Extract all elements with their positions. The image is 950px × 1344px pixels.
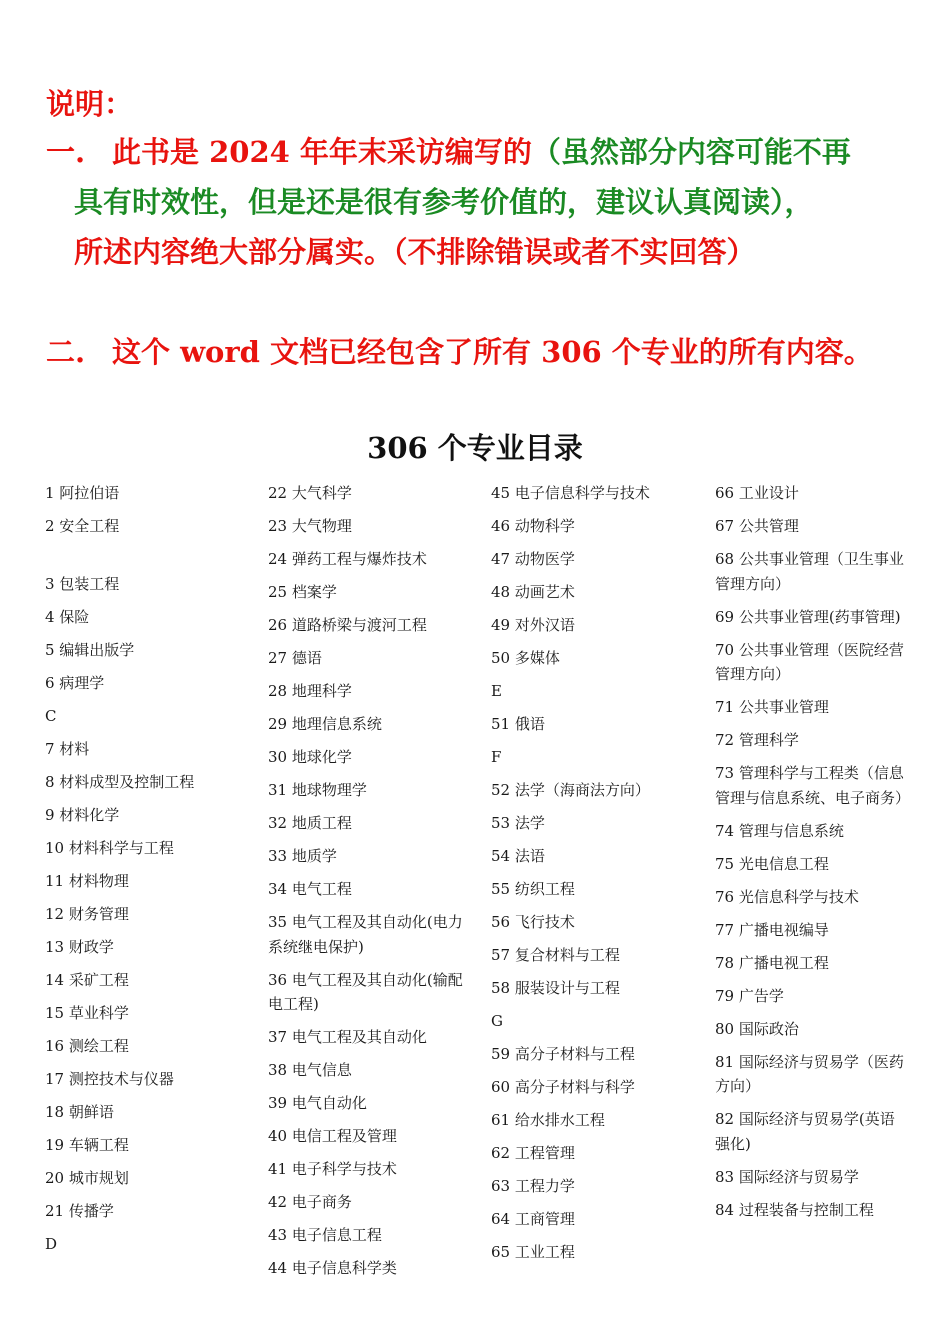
toc-entry[interactable]: 54 法语 [491, 847, 545, 865]
toc-entry[interactable]: 58 服装设计与工程 [491, 979, 620, 997]
toc-entry[interactable]: 72 管理科学 [715, 731, 799, 749]
toc-entry[interactable]: 7 材料 [45, 739, 90, 758]
toc-entry[interactable]: 33 地质学 [268, 847, 337, 865]
toc-entry[interactable]: 19 车辆工程 [45, 1135, 129, 1154]
toc-column-4 [715, 481, 911, 1231]
toc-entry[interactable]: 44 电子信息科学类 [268, 1259, 397, 1277]
item-1-line-3: 所述内容绝大部分属实。（不排除错误或者不实回答） [74, 235, 756, 269]
toc-entry[interactable]: 83 国际经济与贸易学 [715, 1167, 859, 1186]
toc-entry[interactable]: 59 高分子材料与工程 [491, 1045, 635, 1063]
toc-entry[interactable]: 15 草业科学 [45, 1003, 129, 1022]
toc-entry[interactable]: 13 财政学 [45, 937, 114, 956]
toc-entry[interactable]: 29 地理信息系统 [268, 715, 382, 733]
toc-entry[interactable]: 52 法学（海商法方向） [491, 781, 650, 799]
toc-entry[interactable]: 81 国际经济与贸易学（医药方向） [715, 1052, 904, 1095]
toc-entry[interactable]: 30 地球化学 [268, 748, 352, 766]
toc-entry[interactable]: 45 电子信息科学与技术 [491, 484, 650, 502]
toc-entry[interactable]: G [491, 1012, 503, 1030]
toc-entry[interactable]: 8 材料成型及控制工程 [45, 772, 195, 791]
toc-entry[interactable]: 70 公共事业管理（医院经营管理方向） [715, 640, 904, 683]
notes-item-2 [46, 328, 873, 376]
toc-entry[interactable]: 80 国际政治 [715, 1019, 799, 1038]
toc-entry[interactable]: 18 朝鲜语 [45, 1102, 114, 1121]
toc-entry[interactable]: 4 保险 [45, 607, 90, 626]
item-2-text: 这个 word 文档已经包含了所有 306 个专业的所有内容。 [112, 335, 873, 369]
item-1-line-2: 具有时效性，但是还是很有参考价值的，建议认真阅读）， [74, 185, 814, 219]
toc-entry[interactable]: 71 公共事业管理 [715, 698, 829, 716]
toc-entry[interactable]: 64 工商管理 [491, 1210, 575, 1228]
toc-entry[interactable]: 57 复合材料与工程 [491, 946, 620, 964]
toc-entry[interactable]: 84 过程装备与控制工程 [715, 1200, 874, 1219]
toc-entry[interactable]: 77 广播电视编导 [715, 920, 829, 939]
toc-title: 306 个专业目录 [367, 431, 583, 465]
toc-entry[interactable]: 39 电气自动化 [268, 1094, 367, 1112]
toc-entry[interactable]: 69 公共事业管理(药事管理) [715, 607, 901, 626]
toc-column-3 [491, 481, 701, 1273]
toc-entry[interactable]: 48 动画艺术 [491, 583, 575, 601]
toc-column-2 [268, 481, 468, 1289]
item-1-red-text: 此书是 2024 年年末采访编写的 [112, 135, 532, 169]
toc-entry[interactable]: 26 道路桥梁与渡河工程 [268, 616, 427, 634]
toc-entry[interactable]: 17 测控技术与仪器 [45, 1069, 174, 1088]
toc-entry[interactable]: 37 电气工程及其自动化 [268, 1028, 427, 1046]
toc-entry[interactable]: 66 工业设计 [715, 484, 799, 502]
toc-entry[interactable]: 35 电气工程及其自动化(电力系统继电保护) [268, 913, 463, 956]
toc-entry[interactable]: 60 高分子材料与科学 [491, 1078, 635, 1096]
toc-entry[interactable]: 27 德语 [268, 649, 322, 667]
toc-entry[interactable]: 40 电信工程及管理 [268, 1127, 397, 1145]
toc-entry[interactable]: 2 安全工程 [45, 517, 120, 535]
toc-entry[interactable]: 36 电气工程及其自动化(输配电工程) [268, 970, 463, 1013]
toc-entry[interactable]: F [491, 748, 502, 766]
toc-entry[interactable]: 50 多媒体 [491, 649, 560, 667]
toc-column-1 [45, 481, 245, 1265]
toc-entry[interactable]: 25 档案学 [268, 583, 337, 601]
toc-entry[interactable]: 10 材料科学与工程 [45, 838, 174, 857]
toc-entry[interactable]: 1 阿拉伯语 [45, 484, 120, 502]
toc-entry[interactable]: 67 公共管理 [715, 517, 799, 535]
toc-entry[interactable]: 32 地质工程 [268, 814, 352, 832]
toc-entry[interactable]: 38 电气信息 [268, 1061, 352, 1079]
toc-entry[interactable]: 73 管理科学与工程类（信息管理与信息系统、电子商务） [715, 764, 911, 807]
toc-entry[interactable]: 16 测绘工程 [45, 1036, 129, 1055]
toc-entry[interactable]: 63 工程力学 [491, 1177, 575, 1195]
toc-entry[interactable]: C [45, 706, 57, 725]
toc-entry[interactable]: 65 工业工程 [491, 1243, 575, 1261]
toc-entry[interactable]: 9 材料化学 [45, 805, 120, 824]
toc-entry[interactable]: 56 飞行技术 [491, 913, 575, 931]
toc-entry[interactable]: 3 包装工程 [45, 574, 120, 593]
toc-entry[interactable]: 20 城市规划 [45, 1168, 129, 1187]
toc-entry[interactable]: 62 工程管理 [491, 1144, 575, 1162]
toc-entry[interactable]: 11 材料物理 [45, 871, 129, 890]
toc-entry[interactable]: 68 公共事业管理（卫生事业管理方向） [715, 550, 904, 593]
toc-entry[interactable]: 24 弹药工程与爆炸技术 [268, 550, 427, 568]
toc-entry[interactable]: 74 管理与信息系统 [715, 821, 844, 840]
toc-entry[interactable]: 79 广告学 [715, 986, 784, 1005]
toc-entry[interactable]: 46 动物科学 [491, 517, 575, 535]
toc-entry[interactable]: 51 俄语 [491, 715, 545, 733]
toc-entry[interactable]: 34 电气工程 [268, 880, 352, 898]
notes-title: 说明： [46, 87, 134, 121]
toc-entry[interactable]: 49 对外汉语 [491, 616, 575, 634]
toc-entry[interactable]: 14 采矿工程 [45, 970, 129, 989]
item-1-green-text: （虽然部分内容可能不再 [531, 135, 851, 169]
toc-entry[interactable]: 28 地理科学 [268, 682, 352, 700]
toc-entry[interactable]: 41 电子科学与技术 [268, 1160, 397, 1178]
toc-entry[interactable]: 31 地球物理学 [268, 781, 367, 799]
toc-entry[interactable]: 76 光信息科学与技术 [715, 887, 859, 906]
notes-item-1 [46, 128, 851, 176]
toc-entry[interactable]: 21 传播学 [45, 1201, 114, 1220]
toc-entry[interactable]: 12 财务管理 [45, 904, 129, 923]
toc-entry[interactable]: 61 给水排水工程 [491, 1111, 605, 1129]
toc-entry[interactable]: 55 纺织工程 [491, 880, 575, 898]
toc-entry[interactable]: 43 电子信息工程 [268, 1226, 382, 1244]
item-1-number: 一. [46, 135, 86, 169]
toc-entry[interactable]: 6 病理学 [45, 673, 105, 692]
toc-entry[interactable]: 78 广播电视工程 [715, 953, 829, 972]
toc-entry[interactable]: 22 大气科学 [268, 484, 352, 502]
toc-entry[interactable]: 23 大气物理 [268, 517, 352, 535]
toc-entry[interactable]: 75 光电信息工程 [715, 854, 829, 873]
toc-entry[interactable]: D [45, 1234, 58, 1253]
toc-entry[interactable]: 42 电子商务 [268, 1193, 352, 1211]
item-2-number: 二. [46, 335, 86, 369]
toc-entry[interactable]: 82 国际经济与贸易学(英语强化) [715, 1110, 895, 1153]
toc-entry[interactable]: 5 编辑出版学 [45, 640, 135, 659]
toc-entry[interactable]: 53 法学 [491, 814, 545, 832]
toc-entry[interactable]: 47 动物医学 [491, 550, 575, 568]
toc-entry[interactable]: E [491, 682, 502, 700]
